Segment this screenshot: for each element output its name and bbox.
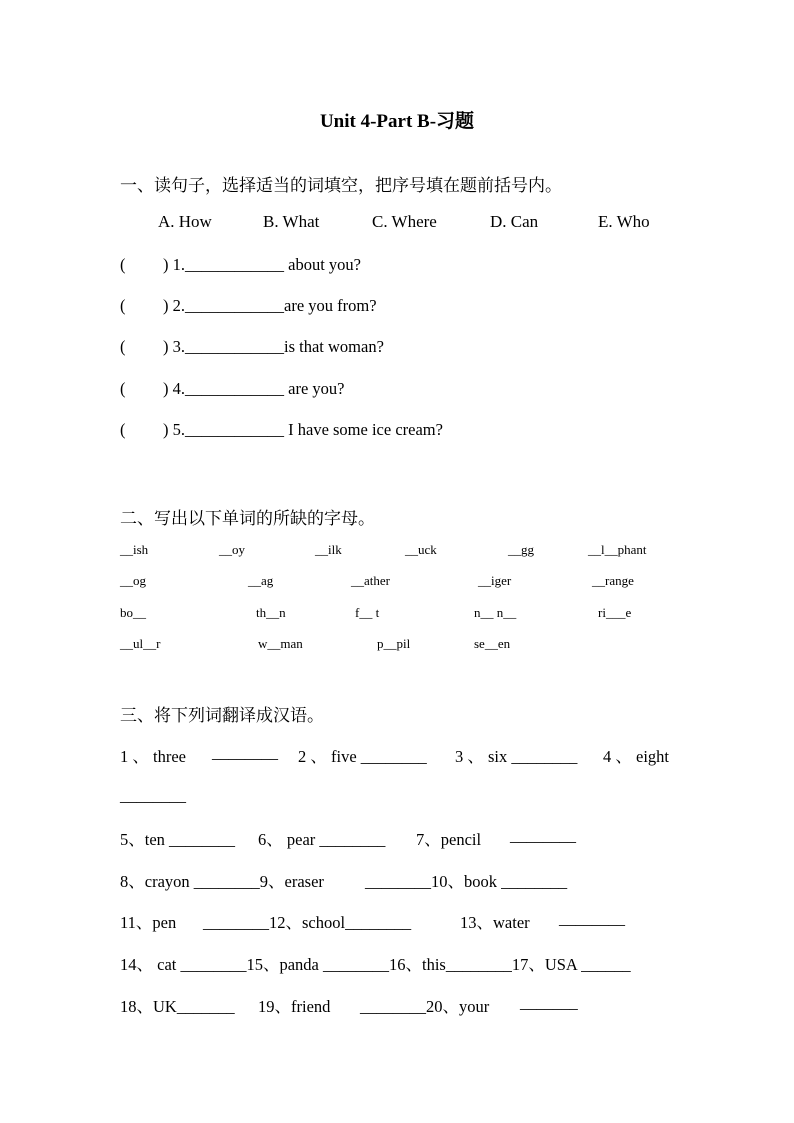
missing-letter-word: __og [120, 573, 146, 588]
missing-letter-word: se__en [474, 636, 511, 651]
missing-letter-word: __ish [120, 542, 149, 557]
translate-item: 18、UK_______ [120, 997, 235, 1016]
option-c: C. Where [372, 212, 437, 231]
missing-letter-word: __oy [219, 542, 245, 557]
missing-letter-word: __iger [478, 573, 512, 588]
question-3: ) 3.____________is that woman? [163, 337, 384, 356]
translate-item: 19、friend [258, 997, 331, 1016]
translate-item: ________12、school________ [203, 913, 412, 932]
question-1-paren: ( [120, 255, 126, 274]
answer-blank: ________ [212, 743, 278, 762]
missing-letter-word: ri___e [598, 605, 632, 620]
missing-letter-word: __l__phant [588, 542, 647, 557]
answer-blank: ________ [120, 786, 186, 805]
missing-letter-word: bo__ [120, 605, 146, 620]
translate-item: ________10、book ________ [365, 872, 568, 891]
translate-item: 3 、 six ________ [455, 747, 578, 766]
answer-blank: _______ [520, 993, 578, 1012]
translate-item: 6、 pear ________ [258, 830, 386, 849]
missing-letter-word: n__ n__ [474, 605, 517, 620]
missing-letter-word: __ilk [315, 542, 342, 557]
missing-letter-word: __ag [248, 573, 274, 588]
translate-item: 13、water [460, 913, 530, 932]
translate-item: 7、pencil [416, 830, 482, 849]
missing-letter-word: th__n [256, 605, 286, 620]
missing-letter-word: __uck [405, 542, 437, 557]
option-d: D. Can [490, 212, 539, 231]
missing-letter-word: p__pil [377, 636, 411, 651]
option-e: E. Who [598, 212, 650, 231]
answer-blank: ________ [510, 826, 576, 845]
translate-item: 4 、 eight [603, 747, 669, 766]
question-3-paren: ( [120, 337, 126, 356]
missing-letter-word: __ather [351, 573, 390, 588]
question-1: ) 1.____________ about you? [163, 255, 361, 274]
translate-item: 1 、 three [120, 747, 186, 766]
missing-letter-word: __ul__r [120, 636, 161, 651]
option-a: A. How [158, 212, 212, 231]
question-4: ) 4.____________ are you? [163, 379, 345, 398]
missing-letter-word: w__man [258, 636, 303, 651]
translate-item: ________20、your [360, 997, 490, 1016]
translate-item: 5、ten ________ [120, 830, 236, 849]
page-title: Unit 4-Part B-习题 [319, 111, 475, 132]
section3-heading: 三、将下列词翻译成汉语。 [120, 706, 324, 726]
section2-heading: 二、写出以下单词的所缺的字母。 [120, 509, 375, 529]
missing-letter-word: __gg [508, 542, 534, 557]
translate-item: 8、crayon ________9、eraser [120, 872, 324, 891]
option-b: B. What [263, 212, 320, 231]
section1-heading: 一、读句子，选择适当的词填空，把序号填在题前括号内。 [120, 176, 562, 196]
missing-letter-word: f__ t [355, 605, 380, 620]
answer-blank: ________ [559, 909, 625, 928]
question-2-paren: ( [120, 296, 126, 315]
question-5-paren: ( [120, 420, 126, 439]
translate-item: 14、 cat ________15、panda ________16、this________17、USA ______ [120, 955, 631, 974]
translate-item: 2 、 five ________ [298, 747, 427, 766]
question-2: ) 2.____________are you from? [163, 296, 377, 315]
translate-item: 11、pen [120, 913, 177, 932]
question-4-paren: ( [120, 379, 126, 398]
question-5: ) 5.____________ I have some ice cream? [163, 420, 443, 439]
missing-letter-word: __range [592, 573, 634, 588]
